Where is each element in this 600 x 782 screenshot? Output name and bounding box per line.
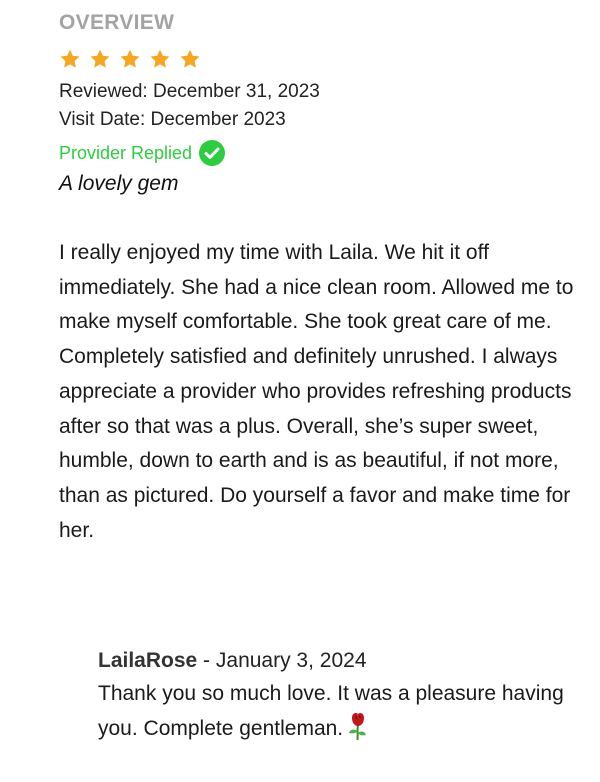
star-icon	[89, 48, 111, 70]
review-title: A lovely gem	[59, 172, 179, 195]
provider-replied-badge	[59, 138, 579, 168]
visit-date: Visit Date: December 2023	[59, 109, 286, 130]
star-icon	[119, 48, 141, 70]
review-card	[59, 10, 579, 548]
review-meta	[59, 78, 579, 134]
rose-icon	[347, 711, 369, 741]
review-body: I really enjoyed my time with Laila. We hit it off immediately. She had a nice clean room. Allowed me to make myself comfortable. She took great care of me. Completely satisfied and definitely unrushed. I always appreciate a provider who provides refreshing products after so that was a plus. Overall, she’s super sweet, humble, down to earth and is as beautiful, if not more, than as pictured. Do yourself a favor and make time for her.	[59, 241, 574, 542]
star-rating	[59, 46, 579, 72]
section-title: OVERVIEW	[59, 11, 175, 34]
provider-replied-label: Provider Replied	[59, 142, 193, 163]
check-circle-icon	[198, 139, 226, 167]
reply-header	[98, 645, 568, 677]
star-icon	[179, 48, 201, 70]
reply-author: LailaRose	[98, 649, 198, 672]
reply-body: Thank you so much love. It was a pleasure having you. Complete gentleman.	[98, 682, 564, 740]
star-icon	[59, 48, 81, 70]
reply-body-container	[98, 677, 568, 746]
reviewed-date: Reviewed: December 31, 2023	[59, 81, 320, 102]
reply-separator: -	[197, 649, 216, 672]
provider-reply	[98, 645, 568, 746]
reply-date: January 3, 2024	[215, 649, 367, 672]
star-icon	[149, 48, 171, 70]
